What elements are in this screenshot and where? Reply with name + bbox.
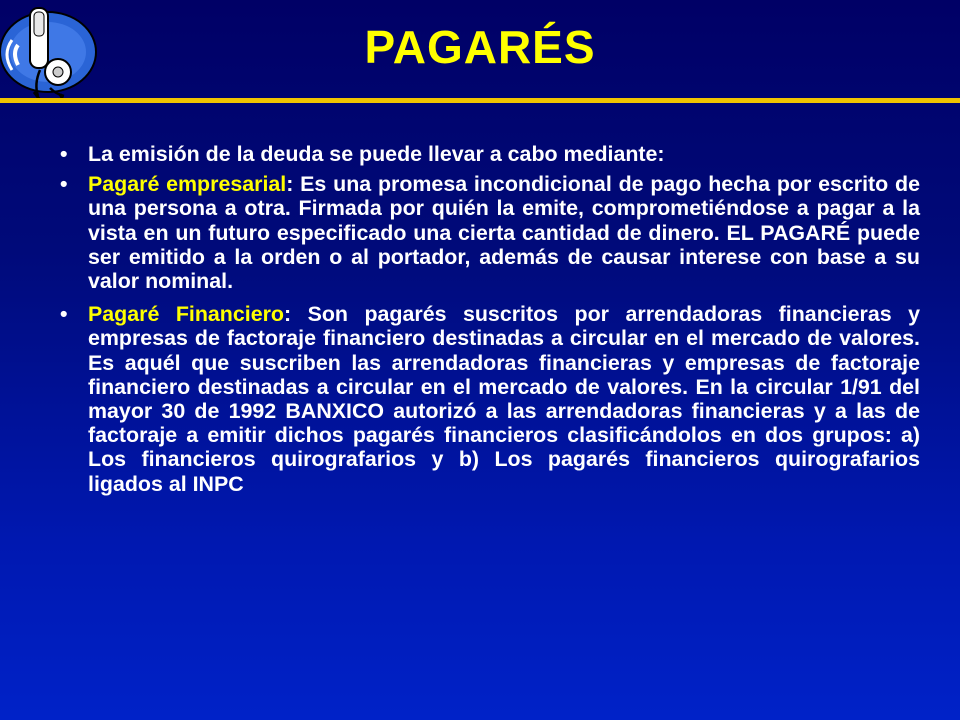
- title-underline: [0, 98, 960, 103]
- bullet-term: Pagaré empresarial: [88, 172, 287, 197]
- slide-title: PAGARÉS: [364, 21, 596, 73]
- bullet-item-pagare-empresarial: [60, 172, 920, 293]
- bullet-text: [88, 302, 920, 496]
- bullet-term: Pagaré Financiero: [88, 302, 284, 327]
- bullet-item-pagare-financiero: [60, 302, 920, 496]
- bullet-body: : Son pagarés suscritos por arrendadoras financieras y empresas de factoraje financiero destinadas a circular en el mercado de valores. Es aquél que suscriben las arrendadoras financieras y empresas de factoraje financiero destinadas a circular en el mercado de valores. En la circular 1/91 del mayor 30 de 1992 BANXICO autorizó a las arrendadoras financieras y a las de factoraje a emitir dichos pagarés financieros clasificándolos en dos grupos: a) Los financieros quirografarios y b) Los pagarés financieros quirografarios ligados al INPC: [88, 302, 920, 496]
- bullet-item-intro: [60, 142, 920, 166]
- bullet-dot: •: [60, 172, 68, 197]
- bullet-dot: •: [60, 142, 68, 166]
- bullet-text: La emisión de la deuda se puede llevar a cabo mediante:: [88, 142, 665, 166]
- title-bar: [0, 0, 960, 100]
- bullet-body: : Es una promesa incondicional de pago hecha por escrito de una persona a otra. Firmada por quién la emite, comprometiéndose a pagar a la vista en un futuro especificado una cierta cantidad de dinero. EL PAGARÉ puede ser emitido a la orden o al portador, además de causar interese con base a su valor nominal.: [88, 172, 920, 294]
- bullet-list: [60, 142, 920, 502]
- bullet-dot: •: [60, 302, 68, 327]
- bullet-text: [88, 172, 920, 293]
